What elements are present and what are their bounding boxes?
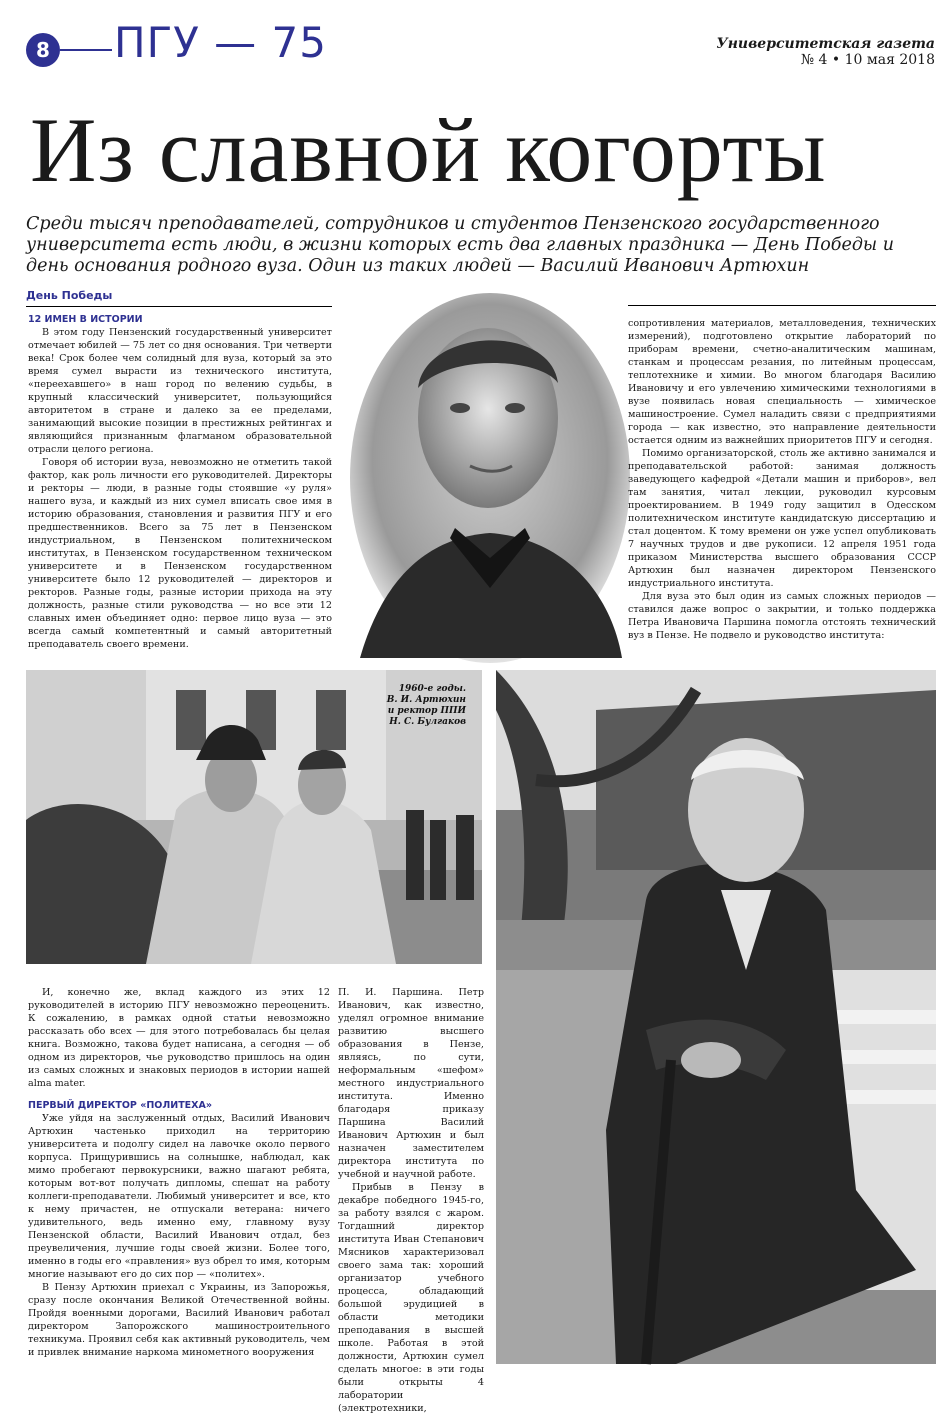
paragraph: Уже уйдя на заслуженный отдых, Василий Иванович Артюхин частенько приходил на территорию университета и подолгу сидел на лавочке около первого корпуса. Прищурившись на солнышке, наблюдал, как мимо пробегают первокурсники, важно шагают ребята, которым вот-вот получать дипломы, спешат на работу коллеги-преподаватели. Любимый университет и все, кто к нему причастен, не отпускали ветерана: ничего удивительного, ведь именно ему, главному вузу Пензенской области, Василий Иванович отдал, без преувеличения, лучшие годы своей жизни. Более того, именно в годы его «правления» вуз обрел то имя, которым многие называют его до сих пор — «политех». <box>28 1113 330 1280</box>
caption-line: 1960-е годы. <box>398 684 466 694</box>
paragraph: Прибыв в Пензу в декабре победного 1945-го, за работу взялся с жаром. Тогдашний директор института Иван Степанович Мясников характеризовал своего зама так: хороший организатор учебного процесса, обладающий большой эрудицией в области методики преподавания в высшей школе. Работая в этой должности, Артюхин сумел сделать многое: в эти годы были открыты 4 лаборатории (электротехники, <box>338 1182 484 1414</box>
article-column-4 <box>338 986 484 1414</box>
section-title: ПГУ — 75 <box>114 18 327 67</box>
article-title: Из славной когорты <box>30 99 827 201</box>
paragraph: П. И. Паршина. Петр Иванович, как известно, уделял огромное внимание развитию высшего образования в Пензе, являясь, по сути, неформальным «шефом» местного индустриального института. Именно благодаря приказу Паршина Василий Иванович Артюхин и был назначен заместителем директора института по учебной и научной работе. <box>338 987 484 1180</box>
caption-line: Н. С. Булгаков <box>389 717 466 727</box>
article-lede: Среди тысяч преподавателей, сотрудников и студентов Пензенского государственного университета есть люди, в жизни которых есть два главных праздника — День Победы и день основания родного вуза. Один из таких людей — Василий Иванович Артюхин <box>26 214 895 276</box>
newspaper-name: Университетская газета <box>716 36 935 52</box>
issue-info: № 4 • 10 мая 2018 <box>800 52 935 68</box>
portrait-photo <box>340 288 622 658</box>
article-column-1 <box>28 313 332 663</box>
paragraph: сопротивления материалов, металловедения, технических измерений), подготовлено открытие лабораторий по приборам времени, счетно-аналитическим машинам, станкам и процессам резания, по литейным процессам, теплотехнике и химии. Во многом благодаря Василию Ивановичу и его увлечению химическими технологиями в вузе появилась новая специальность — химическое машиностроение. Сумел наладить связи с предприятиями города — как известно, это направление деятельности остается одним из важнейших приоритетов ПГУ и сегодня. <box>628 318 936 446</box>
paragraph: В этом году Пензенский государственный университет отмечает юбилей — 75 лет со дня основания. Три четверти века! Срок более чем солидный для вуза, который за это время сумел вырасти из технического института, «переехавшего» в наш город по велению судьбы, в крупный классический университет, пользующийся авторитетом в стране и далеко за ее пределами, занимающий высокие позиции в престижных рейтингах и являющийся признанным флагманом образовательной отрасли целого региона. <box>28 327 332 455</box>
bench-photo <box>496 670 936 1364</box>
subhead-first-director: ПЕРВЫЙ ДИРЕКТОР «ПОЛИТЕХА» <box>28 1100 212 1111</box>
paragraph: Помимо организаторской, столь же активно занимался и преподавательской работой: занимая должность заведующего кафедрой «Детали машин и приборов», вел там занятия, читал лекции, руководил курсовым проектированием. В 1949 году защитил в Одесском политехническом институте кандидатскую диссертацию и стал доцентом. К тому времени он уже успел опубликовать 7 научных трудов и две рукописи. 12 апреля 1951 года приказом Министерства высшего образования СССР Артюхин был назначен директором Пензенского индустриального института. <box>628 448 936 589</box>
caption-line: В. И. Артюхин <box>386 695 466 705</box>
caption-line: и ректор ППИ <box>387 706 466 716</box>
subhead-12-names: 12 ИМЕН В ИСТОРИИ <box>28 314 143 325</box>
article-column-3 <box>28 986 330 1364</box>
bench-image <box>496 670 936 1364</box>
article-column-2 <box>628 317 936 667</box>
portrait-image <box>340 288 622 658</box>
header-rule <box>60 49 112 51</box>
page-number-badge: 8 <box>26 33 60 67</box>
street-photo-caption <box>360 684 466 728</box>
paragraph: Говоря об истории вуза, невозможно не отметить такой фактор, как роль личности его руководителей. Директоры и ректоры — люди, в разные годы стоявшие «у руля» нашего вуза, и каждый из них сумел вписать свое имя в историю образования, становления и развития ПГУ и его предшественников. Всего за 75 лет в Пензенском индустриальном, в Пензенском политехническом институтах, в Пензенском государственном техническом университете и в Пензенском государственном университете было 12 руководителей — директоров и ректоров. Разные годы, разные истории прихода на эту должность, разные стили руководства — но все эти 12 славных имен объединяет одно: первое лицо вуза — это всегда самый компетентный и самый авторитетный преподаватель своего времени. <box>28 457 332 650</box>
paragraph: И, конечно же, вклад каждого из этих 12 руководителей в историю ПГУ невозможно переоценить. К сожалению, в рамках одной статьи невозможно рассказать обо всех — для этого потребовалась бы целая книга. Возможно, такова будет написана, а сегодня — об одном из директоров, чье руководство пришлось на один из самых сложных и знаковых периодов в истории нашей alma mater. <box>28 987 330 1089</box>
paragraph: В Пензу Артюхин приехал с Украины, из Запорожья, сразу после окончания Великой Отечественной войны. Пройдя военными дорогами, Василий Иванович работал директором Запорожского машиностроительного техникума. Проявил себя как активный руководитель, чем и привлек внимание наркома минометного вооружения <box>28 1282 330 1358</box>
rubric-rule <box>628 305 936 306</box>
rubric-label: День Победы <box>26 288 332 307</box>
paragraph: Для вуза это был один из самых сложных периодов — ставился даже вопрос о закрытии, и только поддержка Петра Ивановича Паршина помогла отстоять технический вуз в Пензе. Не подвело и руководство института: <box>628 591 936 641</box>
